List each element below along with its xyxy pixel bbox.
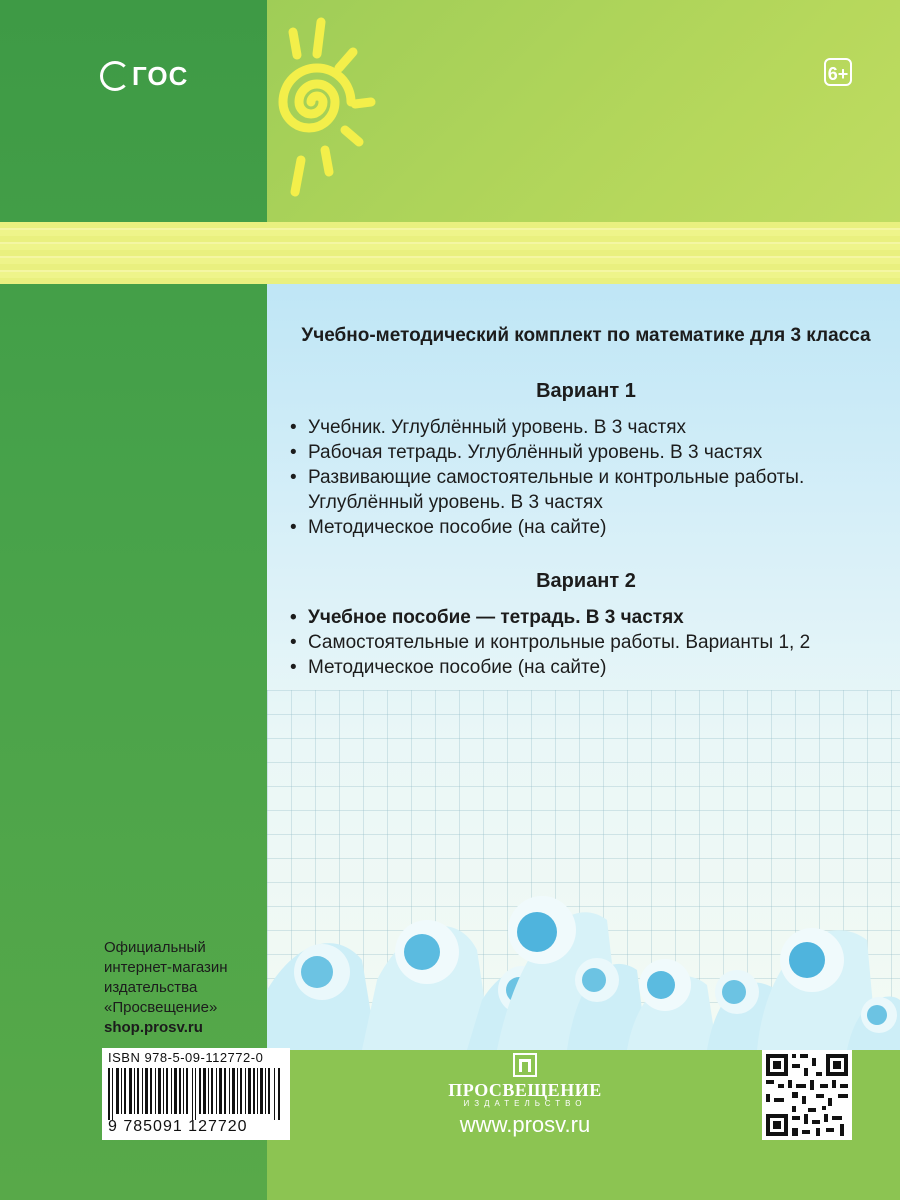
shop-line: Официальный	[104, 939, 206, 956]
variant-2-heading: Вариант 2	[536, 570, 636, 592]
shop-line: интернет-магазин	[104, 959, 228, 976]
publisher-book-icon	[510, 1050, 540, 1078]
barcode-number: 9 785091 127720	[108, 1118, 248, 1135]
online-shop-info	[104, 938, 264, 1038]
list-item: • Учебник. Углублённый уровень. В 3 частях	[286, 415, 886, 440]
list-item: • Рабочая тетрадь. Углублённый уровень. В 3 частях	[286, 440, 886, 465]
shop-line: «Просвещение»	[104, 999, 218, 1016]
sun-spiral-icon	[255, 10, 385, 200]
fgos-logo	[100, 58, 190, 94]
variant-2-list	[286, 605, 886, 680]
variant-1-list	[286, 415, 886, 540]
yellow-stripe-band	[0, 222, 900, 284]
list-item: • Учебное пособие — тетрадь. В 3 частях	[286, 605, 886, 630]
shop-url[interactable]: shop.prosv.ru	[104, 1019, 203, 1036]
list-item: • Методическое пособие (на сайте)	[286, 655, 886, 680]
isbn-label: ISBN 978-5-09-112772-0	[108, 1050, 264, 1065]
list-item: • Самостоятельные и контрольные работы. Варианты 1, 2	[286, 630, 886, 655]
publisher-url[interactable]: www.prosv.ru	[459, 1112, 591, 1137]
variant-1-heading: Вариант 1	[536, 380, 636, 402]
list-item: • Методическое пособие (на сайте)	[286, 515, 886, 540]
product-list	[286, 322, 886, 680]
publisher-subtitle: ИЗДАТЕЛЬСТВО	[463, 1099, 587, 1108]
paper-waves-illustration	[267, 880, 900, 1050]
shop-line: издательства	[104, 979, 198, 996]
isbn-barcode	[102, 1048, 290, 1140]
fgos-ring-icon	[100, 61, 130, 91]
set-title: Учебно-методический комплект по математике для 3 класса	[301, 325, 871, 346]
publisher-name: ПРОСВЕЩЕНИЕ	[448, 1080, 602, 1100]
fgos-label: ГОС	[132, 60, 189, 91]
list-item: • Развивающие самостоятельные и контрольные работы. Углублённый уровень. В 3 частях	[286, 465, 886, 515]
barcode-bars-icon	[108, 1068, 284, 1120]
qr-code-icon[interactable]	[762, 1050, 852, 1140]
age-rating-badge: 6+	[824, 58, 852, 86]
